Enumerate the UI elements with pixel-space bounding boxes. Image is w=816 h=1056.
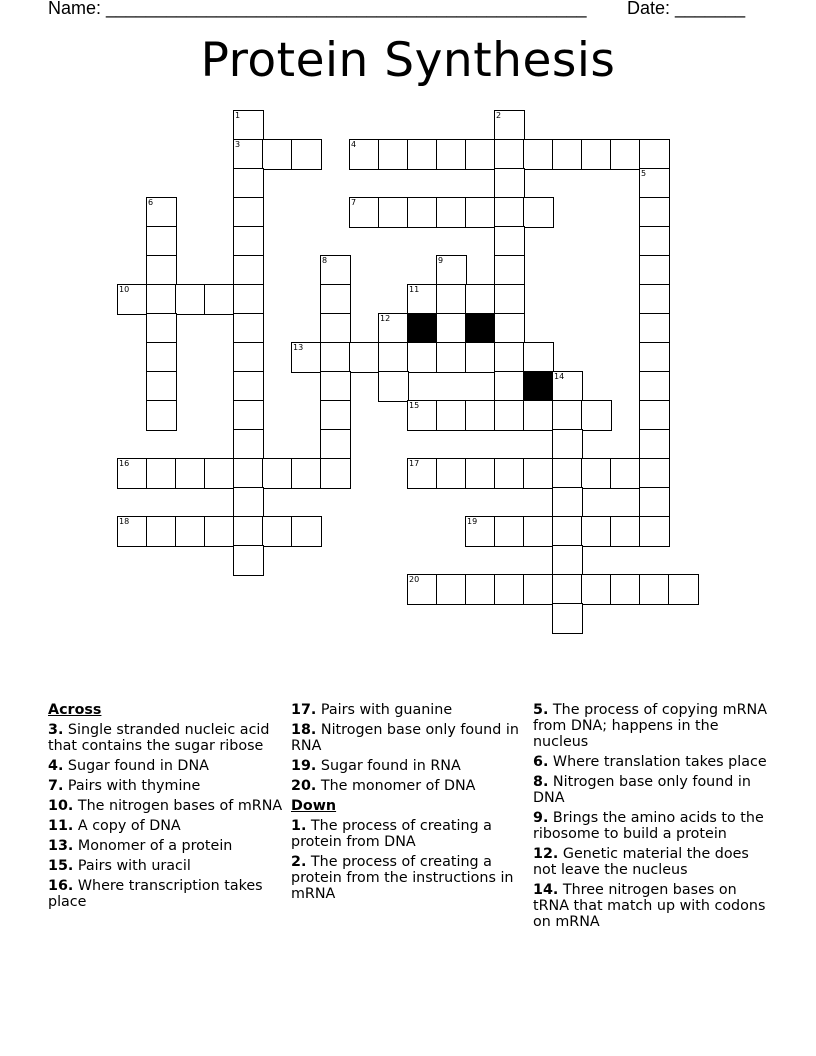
grid-cell[interactable] (610, 139, 641, 170)
clue-item (533, 774, 768, 806)
grid-cell[interactable] (552, 400, 583, 431)
grid-cell[interactable] (204, 458, 235, 489)
clue-item (291, 758, 526, 774)
clue-item-text: The monomer of DNA (316, 778, 476, 794)
grid-cell[interactable] (233, 226, 264, 257)
grid-cell[interactable] (552, 545, 583, 576)
clue-item (533, 846, 768, 878)
grid-cell[interactable] (639, 400, 670, 431)
grid-cell[interactable] (117, 516, 148, 547)
clue-number: 7 (351, 198, 357, 207)
clue-item-number: 15. (48, 858, 74, 874)
clue-item-number: 1. (291, 818, 307, 834)
grid-cell[interactable] (175, 284, 206, 315)
clue-item-text: A copy of DNA (73, 818, 181, 834)
grid-block (407, 313, 438, 344)
grid-cell[interactable] (494, 139, 525, 170)
clue-item-text: Monomer of a protein (73, 838, 233, 854)
grid-cell[interactable] (494, 110, 525, 141)
grid-cell[interactable] (233, 197, 264, 228)
grid-cell[interactable] (639, 255, 670, 286)
grid-block (465, 313, 496, 344)
grid-cell[interactable] (552, 516, 583, 547)
grid-cell[interactable] (639, 139, 670, 170)
grid-cell[interactable] (523, 516, 554, 547)
clue-item-text: Nitrogen base only found in RNA (291, 722, 519, 754)
clues-column-3 (533, 702, 768, 934)
grid-cell[interactable] (610, 516, 641, 547)
grid-cell[interactable] (436, 574, 467, 605)
grid-cell[interactable] (523, 574, 554, 605)
grid-cell[interactable] (436, 255, 467, 286)
clue-item-text: Where translation takes place (548, 754, 767, 770)
clue-item-text: Pairs with uracil (73, 858, 191, 874)
clue-item-number: 13. (48, 838, 74, 854)
clue-number: 3 (235, 140, 241, 149)
clue-item (48, 798, 283, 814)
grid-cell[interactable] (494, 458, 525, 489)
clue-item-number: 3. (48, 722, 64, 738)
grid-cell[interactable] (465, 284, 496, 315)
clue-item-number: 14. (533, 882, 559, 898)
clue-item (291, 818, 526, 850)
clue-item-text: Genetic material the does not leave the nucleus (533, 846, 749, 878)
clue-number: 1 (235, 111, 241, 120)
clue-item-text: The process of creating a protein from the instructions in mRNA (291, 854, 514, 902)
clues-column-2 (291, 702, 526, 906)
clue-item-number: 18. (291, 722, 317, 738)
grid-cell[interactable] (320, 458, 351, 489)
grid-cell[interactable] (320, 371, 351, 402)
grid-cell[interactable] (552, 487, 583, 518)
grid-cell[interactable] (436, 400, 467, 431)
grid-cell[interactable] (233, 139, 264, 170)
grid-cell[interactable] (436, 342, 467, 373)
grid-cell[interactable] (378, 197, 409, 228)
grid-cell[interactable] (320, 342, 351, 373)
grid-cell[interactable] (639, 342, 670, 373)
grid-cell[interactable] (291, 342, 322, 373)
grid-cell[interactable] (523, 458, 554, 489)
name-field[interactable]: Name: ________________________________________________ (48, 0, 587, 18)
grid-cell[interactable] (639, 458, 670, 489)
grid-cell[interactable] (465, 197, 496, 228)
clue-item (533, 754, 768, 770)
grid-cell[interactable] (146, 458, 177, 489)
clue-number: 4 (351, 140, 357, 149)
clue-item-text: The process of creating a protein from DNA (291, 818, 492, 850)
grid-cell[interactable] (407, 197, 438, 228)
grid-cell[interactable] (523, 342, 554, 373)
grid-cell[interactable] (494, 226, 525, 257)
grid-cell[interactable] (291, 139, 322, 170)
clue-item (48, 758, 283, 774)
grid-cell[interactable] (581, 516, 612, 547)
clue-item-text: Pairs with guanine (316, 702, 453, 718)
grid-cell[interactable] (639, 487, 670, 518)
clue-item (533, 882, 768, 930)
grid-cell[interactable] (407, 574, 438, 605)
clue-item (291, 702, 526, 718)
clue-item-number: 20. (291, 778, 317, 794)
grid-cell[interactable] (407, 400, 438, 431)
grid-cell[interactable] (117, 458, 148, 489)
grid-cell[interactable] (204, 284, 235, 315)
clue-item (291, 778, 526, 794)
grid-cell[interactable] (523, 197, 554, 228)
grid-cell[interactable] (291, 516, 322, 547)
grid-cell[interactable] (349, 139, 380, 170)
grid-block (523, 371, 554, 402)
grid-cell[interactable] (639, 313, 670, 344)
grid-cell[interactable] (233, 545, 264, 576)
clue-item-text: Three nitrogen bases on tRNA that match up with codons on mRNA (533, 882, 766, 930)
clue-item-number: 6. (533, 754, 549, 770)
grid-cell[interactable] (494, 574, 525, 605)
clue-number: 13 (293, 343, 304, 352)
page-title: Protein Synthesis (200, 33, 616, 88)
grid-cell[interactable] (494, 168, 525, 199)
clue-number: 18 (119, 517, 130, 526)
grid-cell[interactable] (378, 139, 409, 170)
clues-column-1 (48, 702, 283, 914)
grid-cell[interactable] (146, 400, 177, 431)
clue-item-text: Single stranded nucleic acid that contains the sugar ribose (48, 722, 270, 754)
grid-cell[interactable] (581, 458, 612, 489)
grid-cell[interactable] (320, 429, 351, 460)
clue-number: 16 (119, 459, 130, 468)
grid-cell[interactable] (146, 284, 177, 315)
clue-number: 5 (641, 169, 647, 178)
grid-cell[interactable] (320, 284, 351, 315)
grid-cell[interactable] (146, 226, 177, 257)
grid-cell[interactable] (146, 255, 177, 286)
clue-item-number: 9. (533, 810, 549, 826)
grid-cell[interactable] (465, 400, 496, 431)
grid-cell[interactable] (494, 400, 525, 431)
clue-item-number: 10. (48, 798, 74, 814)
clue-item-number: 16. (48, 878, 74, 894)
clue-number: 14 (554, 372, 565, 381)
grid-cell[interactable] (494, 197, 525, 228)
grid-cell[interactable] (668, 574, 699, 605)
clue-item (291, 854, 526, 902)
clue-number: 12 (380, 314, 391, 323)
grid-cell[interactable] (407, 342, 438, 373)
grid-cell[interactable] (349, 197, 380, 228)
grid-cell[interactable] (204, 516, 235, 547)
grid-cell[interactable] (233, 487, 264, 518)
across-heading: Across (48, 702, 102, 718)
down-heading: Down (291, 798, 337, 814)
clue-item-text: Pairs with thymine (63, 778, 201, 794)
clue-item-number: 5. (533, 702, 549, 718)
grid-cell[interactable] (581, 574, 612, 605)
clue-item-number: 2. (291, 854, 307, 870)
clue-item (48, 838, 283, 854)
grid-cell[interactable] (233, 458, 264, 489)
grid-cell[interactable] (262, 139, 293, 170)
grid-cell[interactable] (320, 400, 351, 431)
grid-cell[interactable] (465, 458, 496, 489)
clue-item-number: 11. (48, 818, 74, 834)
clue-item-number: 7. (48, 778, 64, 794)
clue-number: 2 (496, 111, 502, 120)
grid-cell[interactable] (639, 371, 670, 402)
clue-item-text: Sugar found in RNA (316, 758, 461, 774)
clue-item (48, 878, 283, 910)
grid-cell[interactable] (233, 371, 264, 402)
grid-cell[interactable] (436, 458, 467, 489)
grid-cell[interactable] (552, 603, 583, 634)
grid-cell[interactable] (175, 458, 206, 489)
grid-cell[interactable] (233, 342, 264, 373)
grid-cell[interactable] (146, 313, 177, 344)
grid-cell[interactable] (146, 371, 177, 402)
clue-item (48, 818, 283, 834)
grid-cell[interactable] (552, 429, 583, 460)
clue-item (291, 722, 526, 754)
grid-cell[interactable] (378, 313, 409, 344)
grid-cell[interactable] (407, 458, 438, 489)
grid-cell[interactable] (552, 574, 583, 605)
clue-item (533, 702, 768, 750)
grid-cell[interactable] (639, 226, 670, 257)
grid-cell[interactable] (552, 371, 583, 402)
grid-cell[interactable] (407, 284, 438, 315)
grid-cell[interactable] (349, 342, 380, 373)
clue-item-number: 12. (533, 846, 559, 862)
clue-number: 8 (322, 256, 328, 265)
grid-cell[interactable] (639, 516, 670, 547)
clue-item (48, 778, 283, 794)
grid-cell[interactable] (581, 400, 612, 431)
clue-item-number: 8. (533, 774, 549, 790)
grid-cell[interactable] (465, 342, 496, 373)
clue-item (48, 722, 283, 754)
grid-cell[interactable] (639, 429, 670, 460)
grid-cell[interactable] (552, 458, 583, 489)
grid-cell[interactable] (494, 313, 525, 344)
clue-item-text: Brings the amino acids to the ribosome to build a protein (533, 810, 764, 842)
grid-cell[interactable] (494, 284, 525, 315)
grid-cell[interactable] (465, 516, 496, 547)
clue-item-number: 4. (48, 758, 64, 774)
grid-cell[interactable] (146, 342, 177, 373)
grid-cell[interactable] (233, 516, 264, 547)
clue-item-text: Nitrogen base only found in DNA (533, 774, 751, 806)
clue-number: 11 (409, 285, 420, 294)
grid-cell[interactable] (233, 110, 264, 141)
clue-item-number: 19. (291, 758, 317, 774)
clue-number: 20 (409, 575, 420, 584)
grid-cell[interactable] (523, 400, 554, 431)
grid-cell[interactable] (639, 574, 670, 605)
grid-cell[interactable] (146, 197, 177, 228)
grid-cell[interactable] (320, 313, 351, 344)
clue-number: 9 (438, 256, 444, 265)
clue-number: 6 (148, 198, 154, 207)
grid-cell[interactable] (262, 516, 293, 547)
grid-cell[interactable] (378, 342, 409, 373)
clue-item-text: The nitrogen bases of mRNA (73, 798, 283, 814)
grid-cell[interactable] (436, 313, 467, 344)
grid-cell[interactable] (146, 516, 177, 547)
grid-cell[interactable] (465, 574, 496, 605)
grid-cell[interactable] (610, 574, 641, 605)
grid-cell[interactable] (291, 458, 322, 489)
grid-cell[interactable] (436, 197, 467, 228)
clue-item-text: Where transcription takes place (48, 878, 263, 910)
grid-cell[interactable] (262, 458, 293, 489)
grid-cell[interactable] (639, 197, 670, 228)
grid-cell[interactable] (175, 516, 206, 547)
grid-cell[interactable] (378, 371, 409, 402)
grid-cell[interactable] (117, 284, 148, 315)
grid-cell[interactable] (494, 255, 525, 286)
grid-cell[interactable] (320, 255, 351, 286)
grid-cell[interactable] (610, 458, 641, 489)
grid-cell[interactable] (233, 168, 264, 199)
grid-cell[interactable] (233, 400, 264, 431)
date-field[interactable]: Date: _______ (627, 0, 746, 18)
clue-number: 19 (467, 517, 478, 526)
grid-cell[interactable] (436, 139, 467, 170)
grid-cell[interactable] (494, 371, 525, 402)
grid-cell[interactable] (523, 139, 554, 170)
grid-cell[interactable] (581, 139, 612, 170)
clue-item-text: Sugar found in DNA (63, 758, 209, 774)
grid-cell[interactable] (494, 342, 525, 373)
grid-cell[interactable] (639, 168, 670, 199)
grid-cell[interactable] (407, 139, 438, 170)
grid-cell[interactable] (233, 255, 264, 286)
grid-cell[interactable] (436, 284, 467, 315)
grid-cell[interactable] (233, 284, 264, 315)
clue-item-number: 17. (291, 702, 317, 718)
grid-cell[interactable] (233, 429, 264, 460)
clue-item (533, 810, 768, 842)
clue-item-text: The process of copying mRNA from DNA; happens in the nucleus (533, 702, 768, 750)
clue-item (48, 858, 283, 874)
clue-number: 17 (409, 459, 420, 468)
grid-cell[interactable] (233, 313, 264, 344)
clue-number: 10 (119, 285, 130, 294)
grid-cell[interactable] (552, 139, 583, 170)
grid-cell[interactable] (494, 516, 525, 547)
clue-number: 15 (409, 401, 420, 410)
grid-cell[interactable] (465, 139, 496, 170)
grid-cell[interactable] (639, 284, 670, 315)
